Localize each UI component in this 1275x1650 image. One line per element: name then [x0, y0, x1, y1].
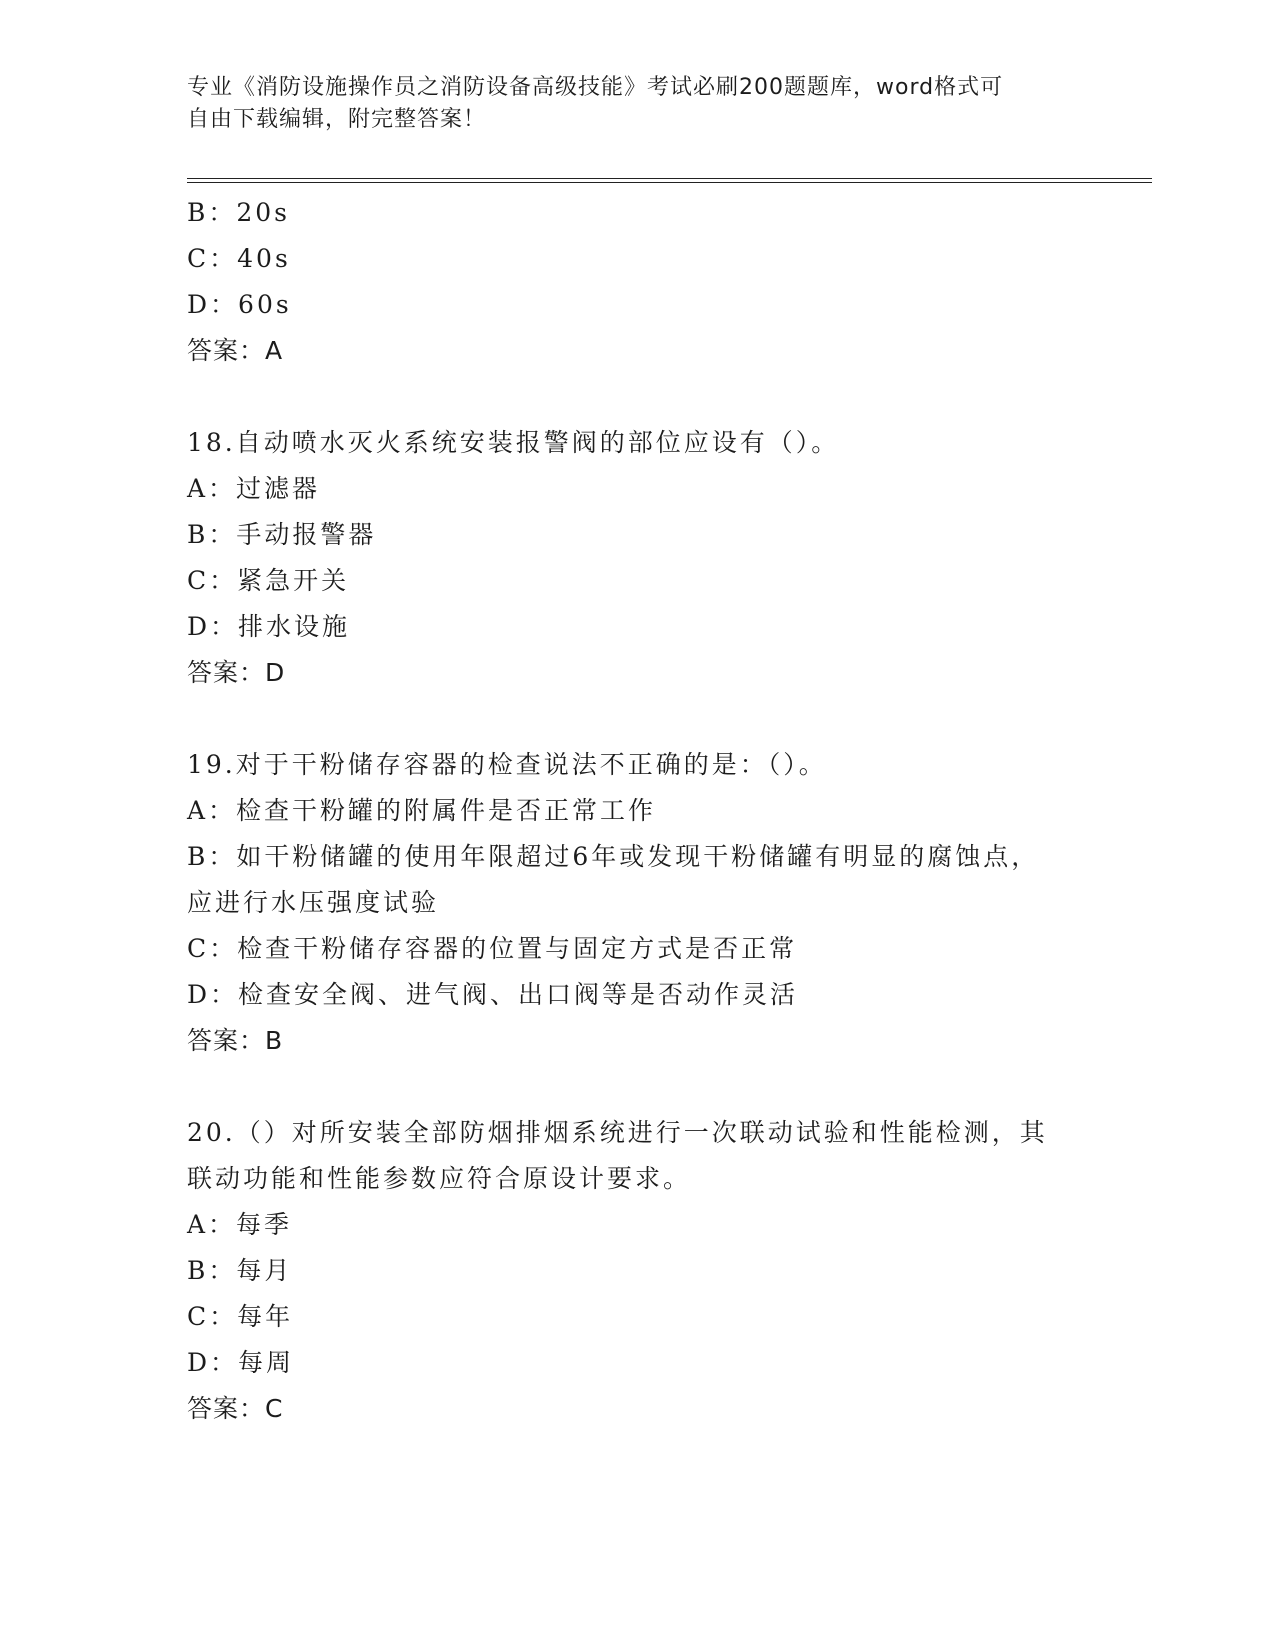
question-18 [187, 420, 1087, 696]
option-d: D：排水设施 [187, 612, 351, 641]
spacer [187, 374, 1087, 420]
answer: 答案：D [187, 658, 286, 687]
answer: 答案：A [187, 336, 284, 365]
header-rule-bottom [187, 182, 1152, 183]
option-b: B：手动报警器 [187, 520, 377, 549]
answer: 答案：C [187, 1394, 284, 1423]
header-line-2: 自由下载编辑，附完整答案！ [187, 107, 487, 132]
option-d: D：60s [187, 290, 292, 319]
option-c: C：每年 [187, 1302, 294, 1331]
question-stem: 20.（）对所安装全部防烟排烟系统进行一次联动试验和性能检测，其 [187, 1118, 1048, 1147]
header-line-1: 专业《消防设施操作员之消防设备高级技能》考试必刷200题题库，word格式可 [187, 75, 1004, 100]
question-stem-continued: 联动功能和性能参数应符合原设计要求。 [187, 1164, 692, 1193]
answer: 答案：B [187, 1026, 284, 1055]
question-stem: 18.自动喷水灭火系统安装报警阀的部位应设有（）。 [187, 428, 840, 457]
question-17-tail [187, 190, 1087, 374]
option-c: C：40s [187, 244, 291, 273]
header-rule-top [187, 178, 1152, 179]
option-a: A：过滤器 [187, 474, 321, 503]
option-a: A：每季 [187, 1210, 293, 1239]
option-c: C：紧急开关 [187, 566, 350, 595]
spacer [187, 1064, 1087, 1110]
question-stem: 19.对于干粉储存容器的检查说法不正确的是：（）。 [187, 750, 827, 779]
spacer [187, 696, 1087, 742]
option-c: C：检查干粉储存容器的位置与固定方式是否正常 [187, 934, 798, 963]
option-b: B：如干粉储罐的使用年限超过6年或发现干粉储罐有明显的腐蚀点， [187, 842, 1040, 871]
question-19 [187, 742, 1087, 1064]
question-20 [187, 1110, 1087, 1432]
option-b-continued: 应进行水压强度试验 [187, 888, 440, 917]
document-body [187, 190, 1087, 1432]
option-b: B：每月 [187, 1256, 293, 1285]
option-d: D：检查安全阀、进气阀、出口阀等是否动作灵活 [187, 980, 799, 1009]
option-d: D：每周 [187, 1348, 295, 1377]
page-header [187, 72, 1087, 136]
option-b: B：20s [187, 198, 291, 227]
option-a: A：检查干粉罐的附属件是否正常工作 [187, 796, 657, 825]
